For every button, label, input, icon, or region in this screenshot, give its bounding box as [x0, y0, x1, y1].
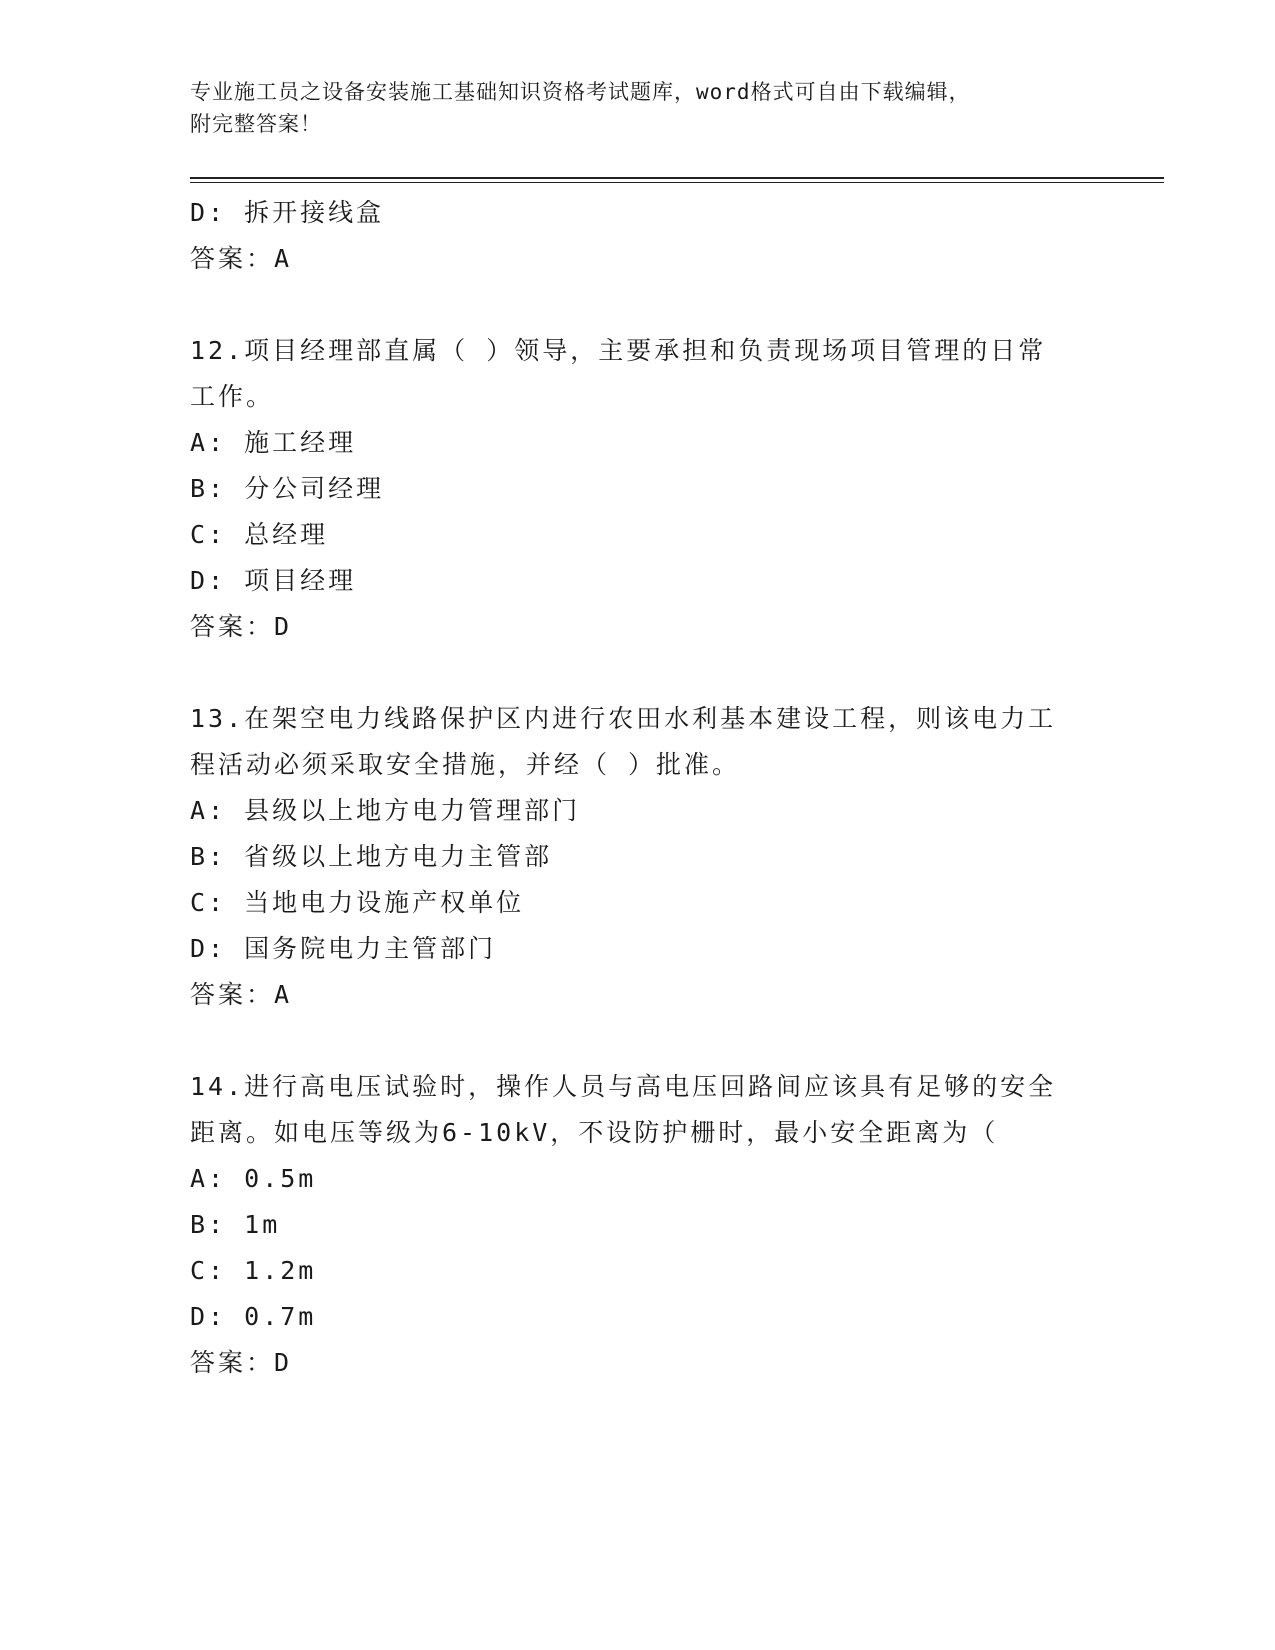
header-line-1: 专业施工员之设备安装施工基础知识资格考试题库，word格式可自由下载编辑，: [190, 80, 971, 104]
option-d: D: 0.7m: [190, 1302, 317, 1331]
question-stem: 12.项目经理部直属（ ）领导，主要承担和负责现场项目管理的日常: [190, 336, 1047, 365]
option-d: D: 拆开接线盒: [190, 198, 385, 227]
answer-line: 答案：D: [190, 612, 293, 641]
option-c: C: 1.2m: [190, 1256, 317, 1285]
option-d: D: 项目经理: [190, 566, 357, 595]
option-a: A: 0.5m: [190, 1164, 317, 1193]
option-b: B: 1m: [190, 1210, 281, 1239]
question-stem-cont: 距离。如电压等级为6-10kV，不设防护栅时，最小安全距离为（: [190, 1118, 999, 1147]
answer-line: 答案：A: [190, 244, 293, 273]
option-c: C: 当地电力设施产权单位: [190, 888, 525, 917]
question-12: [190, 328, 1090, 650]
option-a: A: 县级以上地方电力管理部门: [190, 796, 581, 825]
option-b: B: 省级以上地方电力主管部: [190, 842, 553, 871]
header-line-2: 附完整答案！: [190, 112, 322, 136]
header-rule-thick: [190, 177, 1164, 179]
spacer: [190, 282, 1090, 328]
option-a: A: 施工经理: [190, 428, 357, 457]
question-stem-cont: 程活动必须采取安全措施，并经（ ）批准。: [190, 750, 741, 779]
option-c: C: 总经理: [190, 520, 329, 549]
question-list: [190, 190, 1090, 1386]
answer-line: 答案：A: [190, 980, 293, 1009]
question-stem-cont: 工作。: [190, 382, 275, 411]
document-header: [190, 76, 1070, 140]
spacer: [190, 650, 1090, 696]
question-14: [190, 1064, 1090, 1386]
question-13: [190, 696, 1090, 1018]
question-stem: 13.在架空电力线路保护区内进行农田水利基本建设工程，则该电力工: [190, 704, 1057, 733]
option-b: B: 分公司经理: [190, 474, 385, 503]
question-stem: 14.进行高电压试验时，操作人员与高电压回路间应该具有足够的安全: [190, 1072, 1057, 1101]
answer-line: 答案：D: [190, 1348, 293, 1377]
option-d: D: 国务院电力主管部门: [190, 934, 497, 963]
spacer: [190, 1018, 1090, 1064]
header-rule-thin: [190, 182, 1164, 183]
